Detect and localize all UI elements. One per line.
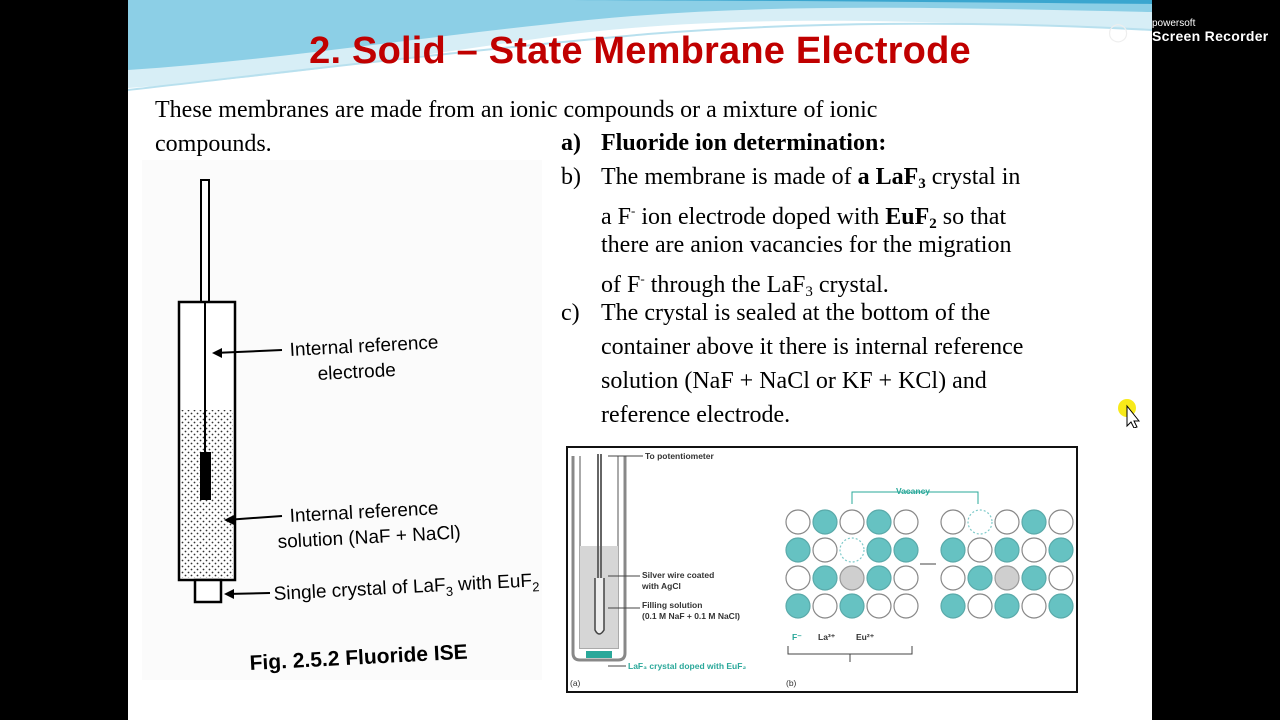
label-internal-ref-electrode-2: electrode: [317, 359, 397, 385]
lattice-ion: [894, 538, 918, 562]
label-filling-1: Filling solution: [642, 600, 703, 610]
label-internal-solution-1: Internal reference: [289, 498, 439, 527]
lattice-ion: [867, 510, 891, 534]
lattice-ion: [941, 594, 965, 618]
label-to-potentiometer: To potentiometer: [645, 451, 714, 461]
lattice-ion: [813, 566, 837, 590]
lattice-ion: [813, 510, 837, 534]
list-text-line: solution (NaF + NaCl or KF + KCl) and: [601, 368, 987, 394]
lattice-ion: [786, 594, 810, 618]
lattice-ion: [995, 594, 1019, 618]
lattice-ion: [786, 510, 810, 534]
lattice-ion: [894, 510, 918, 534]
lattice-ion: [941, 538, 965, 562]
lattice-ion: [840, 510, 864, 534]
list-text-line: a F- ion electrode doped with EuF$_2$ so that: [601, 203, 1007, 232]
list-text-line: of F- through the LaF$_3$ crystal.: [601, 271, 889, 300]
label-crystal: LaF₃ crystal doped with EuF₂: [628, 661, 747, 671]
recorder-logo-icon: ◯: [1108, 22, 1129, 42]
lattice-ion: [867, 538, 891, 562]
lattice-ion: [995, 566, 1019, 590]
lattice-ion: [786, 566, 810, 590]
slide: [128, 0, 1152, 720]
lattice-after: [941, 510, 1073, 618]
list-marker: c): [561, 300, 580, 326]
list-marker: b): [561, 164, 581, 190]
recorder-brand: powersoft: [1152, 18, 1196, 29]
lattice-figure: [566, 446, 1078, 693]
lattice-ion: [968, 510, 992, 534]
mouse-cursor-icon: [1118, 398, 1144, 433]
lattice-ion: [813, 594, 837, 618]
list-marker: a): [561, 130, 581, 156]
recorder-name: Screen Recorder: [1152, 28, 1269, 44]
lattice-ion: [813, 538, 837, 562]
lattice-ion: [1049, 510, 1073, 534]
legend-eu: Eu²⁺: [856, 632, 875, 642]
lattice-drawing: [568, 448, 1076, 691]
lattice-ion: [867, 566, 891, 590]
lattice-ion: [1022, 538, 1046, 562]
lattice-ion: [840, 594, 864, 618]
lattice-ion: [941, 510, 965, 534]
label-single-crystal: Single crystal of LaF$_3$ with EuF$_2$: [273, 570, 540, 605]
label-silver-wire-1: Silver wire coated: [642, 570, 715, 580]
intro-line-1: These membranes are made from an ionic compounds or a mixture of ionic: [155, 97, 878, 123]
lattice-ion: [968, 594, 992, 618]
lattice-ion: [894, 566, 918, 590]
lattice-ion: [1049, 538, 1073, 562]
lattice-ion: [1049, 594, 1073, 618]
lattice-ion: [1049, 566, 1073, 590]
lattice-ion: [1022, 594, 1046, 618]
figure-caption: Fig. 2.5.2 Fluoride ISE: [249, 640, 469, 675]
label-internal-ref-electrode-1: Internal reference: [289, 332, 439, 361]
lattice-ion: [840, 538, 864, 562]
panel-b-label: (b): [786, 678, 797, 688]
intro-line-2: compounds.: [155, 131, 272, 157]
lattice-ion: [941, 566, 965, 590]
label-internal-solution-2: solution (NaF + NaCl): [277, 522, 462, 553]
list-text-line: there are anion vacancies for the migration: [601, 232, 1012, 258]
lattice-ion: [1022, 510, 1046, 534]
list-text-line: container above it there is internal reference: [601, 334, 1024, 360]
lattice-ion: [995, 538, 1019, 562]
list-text-line: reference electrode.: [601, 402, 791, 428]
lattice-ion: [968, 566, 992, 590]
panel-a-label: (a): [570, 678, 581, 688]
lattice-ion: [840, 566, 864, 590]
fluoride-ise-figure: [142, 160, 542, 680]
lattice-ion: [867, 594, 891, 618]
list-text-line: The crystal is sealed at the bottom of the: [601, 300, 991, 326]
lattice-ion: [894, 594, 918, 618]
label-filling-2: (0.1 M NaF + 0.1 M NaCl): [642, 611, 741, 621]
lattice-ion: [968, 538, 992, 562]
lattice-before: [786, 510, 918, 618]
lattice-ion: [1022, 566, 1046, 590]
legend-f: F⁻: [792, 632, 802, 642]
list-text: Fluoride ion determination:: [601, 130, 887, 156]
label-vacancy: Vacancy: [896, 486, 931, 496]
fluoride-ise-drawing: [142, 160, 542, 680]
list-text-line: The membrane is made of a LaF$_3$ crystal in: [601, 164, 1021, 192]
legend-la: La³⁺: [818, 632, 836, 642]
lattice-ion: [995, 510, 1019, 534]
screen-recorder-watermark: [1108, 18, 1278, 48]
label-silver-wire-2: with AgCl: [642, 581, 681, 591]
slide-title: 2. Solid – State Membrane Electrode: [309, 30, 971, 72]
lattice-ion: [786, 538, 810, 562]
